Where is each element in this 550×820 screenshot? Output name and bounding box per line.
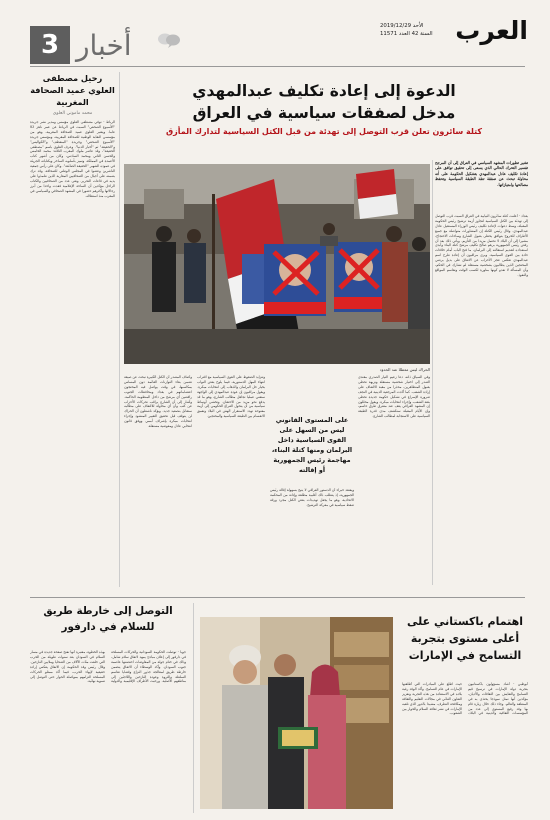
main-article-column-4: وفي السياق ذاته، دعا زعيم التيار الصدري مقتدى الصدر إلى اختيار شخصية مستقلة ونزيهة تحظى بقبول المتظاهرين، محذرا من مغبة الالتفاف على إرادة الشعب. كما أكدت المرجعية الدينية في النجف ضرورة الإسراع في تشكيل حكومة جديدة تحظى بثقة الشعب، وإجراء انتخابات مبكرة. ويقول محللون إن المشهد العراقي يقف عند مفترق طرق حاسم، وإن الأيام المقبلة ستكشف مدى قدرة الطبقة السياسية على الاستجابة لمطالب الشارع. xyxy=(358,375,430,419)
side-article-body: الرباط - توفي مصطفى العلوي مؤسس ومدير نشر جريدة "الأسبوع الصحفي" السبت في الرباط عن عمر ناهز 83 عاما. ويعتبر العلوي عميد الصحافة المغربية، وهو من مؤسسي النقابة الوطنية للصحافة المغربية، ومؤسس جريدة "الأسبوع الصحفي" وجريدة "المنعطف" و"الكواليس" و"الحقيقة" ثم "أخبار الدنيا". وعرف العلوي باسم "مصطفى الحقيقة"، وقد عاصر ملوك المغرب الثلاثة: محمد الخامس والحسن الثاني ومحمد السادس، وكان من أشهر كتاب الأعمدة في المملكة، وتميز بأسلوبه الساخر وبكتاباته الجريئة في عموده الشهير "الحقيقة الضائعة". وكان على رأس جمعية الناشرين وعضوا في المجلس الوطني للصحافة، وقد ترك بصمته على أجيال من الصحافيين المغاربة الذين تتلمذوا على يديه في قاعات التحرير. ونعى عدد من الصحافيين والكتاب الراحل مؤكدين أن الساحة الإعلامية فقدت واحدا من أبرز رجالاتها وأكثرهم حضورا في المشهد الصحافي والسياسي في المغرب منذ استقلاله. xyxy=(30,120,115,198)
pull-quote: على المستوى القانوني ليس من السهل على القوى السياسية داخل البرلمان ومنها كتلة البناء، مهاجمة رئيس الجمهورية أو إقالته xyxy=(271,416,353,474)
side-article-title: رحيل مصطفى العلوي عميد الصحافة المغربية xyxy=(30,73,115,107)
main-article-column-3: ويعتقد خبراء أن الدستور العراقي لا يتيح بسهولة إقالة رئيس الجمهورية، إذ يتطلب ذلك أغلبية مطلقة وإدانة من المحكمة الاتحادية، وهو ما يجعل تهديدات بعض الكتل مجرد ورقة ضغط سياسية في معركة الترشيح. xyxy=(270,488,354,507)
newspaper-logo: العرب xyxy=(455,16,528,45)
page-number-badge: 3 xyxy=(30,26,70,64)
darfur-body: جوبا - توصلت الحكومة السودانية والحركات المسلحة في دارفور إلى إعلان مبادئ يمهد لاتفاق سلام شامل، وذلك في ختام جولة من المفاوضات احتضنتها عاصمة جنوب السودان. وأكد الوسطاء أن الاتفاق يتضمن خارطة طريق لمعالجة جذور النزاع وقضايا تقاسم السلطة والثروة وعودة النازحين واللاجئين إلى مناطقهم الأصلية. ورحبت الأطراف الإقليمية والدولية بهذه الخطوة، معتبرة أنها تفتح صفحة جديدة في مسار السلام في السودان بعد سنوات طويلة من الحرب التي خلفت مئات الآلاف من الضحايا وملايين النازحين. وقال رئيس وفد الحكومة إن الاتفاق يعكس إرادة حقيقية لإنهاء الحرب، فيما أكد ممثلو الحركات المسلحة التزامهم بمواصلة الحوار حتى التوصل إلى تسوية نهائية. xyxy=(30,650,186,684)
issue-info xyxy=(380,22,446,38)
protest-photo-image xyxy=(124,164,430,364)
main-headline-line2: مدخل لصفقات سياسية في العراق xyxy=(192,104,456,122)
darfur-headline: التوصل إلى خارطة طريق للسلام في دارفور xyxy=(43,605,173,633)
side-article-author: محمد ماموني العلوي xyxy=(52,111,93,116)
main-headline-line1: الدعوة إلى إعادة تكليف عبدالمهدي xyxy=(192,82,456,100)
main-intro: تشير تطورات المشهد السياسي في العراق إلى أن المرجح تفسير التحرك الحالي الذي يسعى إلى تحقيق توافق على إعادة تكليف عادل عبدالمهدي بتشكيل الحكومة على أنه محاولة تبحث عن صفقة تنقذ الطبقة السياسية وتحفظ مصالحها وامتيازاتها. xyxy=(435,160,528,187)
main-article-column-right: بغداد - أعلنت كتلة سائرون النيابية في العراق السبت قرب التوصل إلى تهدئة بين الكتل السياسية لتجاوز أزمة ترشيح رئيس الحكومة المقبلة، وسط دعوات لإعادة تكليف رئيس الوزراء المستقيل عادل عبدالمهدي. وقال رئيس الكتلة إن المشاورات متواصلة مع جميع الأطراف للخروج بتوافق يحظى بقبول الشارع وساحات الاحتجاج، مشيرا إلى أن البلاد لا تحتمل مزيدا من التأزيم. ويأتي ذلك بعد أن رفض رئيس الجمهورية برهم صالح تكليف مرشح كتلة البناء وأبدى استعداده لتقديم استقالته إلى البرلمان، ما فتح الباب أمام خلافات حادة بين القوى السياسية. ويرى مراقبون أن إعادة طرح اسم عبدالمهدي تعكس عجز الأحزاب عن الاتفاق على بديل يرضي المحتجين الذين يطالبون بشخصية مستقلة لم تشارك في الحكم، وأن المسألة لا تعدو كونها مناورة لكسب الوقت وتقاسم المواقع والنفوذ. xyxy=(435,214,528,277)
bottom-section-rule xyxy=(30,597,525,598)
tolerance-photo-image xyxy=(200,617,393,809)
tolerance-headline: اهتمام باكستاني على أعلى مستوى بتجربة التسامح في الإمارات xyxy=(407,615,523,662)
column-divider xyxy=(119,72,120,587)
column-divider xyxy=(432,160,433,585)
masthead xyxy=(380,18,528,60)
section-title: أخبار xyxy=(76,29,132,62)
issue-number: السنة 42 العدد 11571 xyxy=(380,31,433,37)
issue-date: الأحد 2019/12/29 xyxy=(380,23,424,29)
header-rule xyxy=(30,66,525,67)
protest-photo xyxy=(124,164,430,364)
tolerance-photo xyxy=(200,617,393,809)
tolerance-body: أبوظبي - أشاد مسؤولون باكستانيون بتجربة دولة الإمارات في ترسيخ قيم التسامح والتعايش بين الثقافات والأديان، مؤكدين أنها تمثل نموذجا يحتذى به في المنطقة والعالم. وجاء ذلك خلال زيارة قام بها وفد رفيع المستوى إلى عدد من المؤسسات الثقافية والدينية في البلاد، حيث اطلع على المبادرات التي أطلقتها الإمارات في عام التسامح. وأكد الوفد رغبة بلاده في الاستفادة من هذه التجربة وتعزيز التعاون الثنائي في مجالات التعليم والثقافة ومكافحة التطرف، مشيدا بالدور الذي تلعبه الإمارات في نشر ثقافة السلام والحوار بين الشعوب. xyxy=(402,682,528,716)
main-subheadline: كتلة سائرون تعلن قرب التوصل إلى تهدئة من قبل الكتل السياسية لتدارك المأزق xyxy=(165,127,483,136)
column-divider xyxy=(193,603,194,813)
main-article-column-1: وأضاف المصدر أن الكتل الكبيرة تبحث عن صيغة تضمن بقاء التوازنات القائمة دون المساس بمكاسبها، في وقت يواصل فيه المحتجون اعتصاماتهم في بغداد ومحافظات الجنوب رافضين أي مرشح من داخل المنظومة الحاكمة. وأشار إلى أن الشارع يراقب تحركات الأحزاب عن كثب وأن أي محاولة للالتفاف على مطالبه ستقابل بتصعيد جديد. ويؤكد ناشطون أن الحراك لن يتوقف قبل تحقيق التغيير المنشود وإجراء انتخابات مبكرة بإشراف أممي ووفق قانون انتخابي عادل ومفوضية مستقلة. xyxy=(124,375,192,429)
side-article xyxy=(30,72,115,532)
photo-caption: الحراك ليس معطلا عند الحدود xyxy=(379,367,430,372)
speech-bubbles-icon xyxy=(157,32,181,48)
main-article-column-2: وتتزايد الضغوط على القوى السياسية مع اقتراب انتهاء المهل الدستورية، فيما يلوح بعض النواب بخيار حل البرلمان والذهاب إلى انتخابات مبكرة. ويقول مراقبون إن عودة عبدالمهدي إلى الواجهة ستعني عمليا تجاهل مطالب الشارع، وهو ما قد يدفع نحو مزيد من الاحتقان. وتخشى أوساط سياسية من أن يتحول الفراغ الحكومي إلى أزمة مفتوحة تهدد الاستقرار الهش في البلاد وتعمق الانقسام بين الطبقة السياسية والمحتجين. xyxy=(197,375,265,419)
main-headline-block xyxy=(124,80,524,138)
